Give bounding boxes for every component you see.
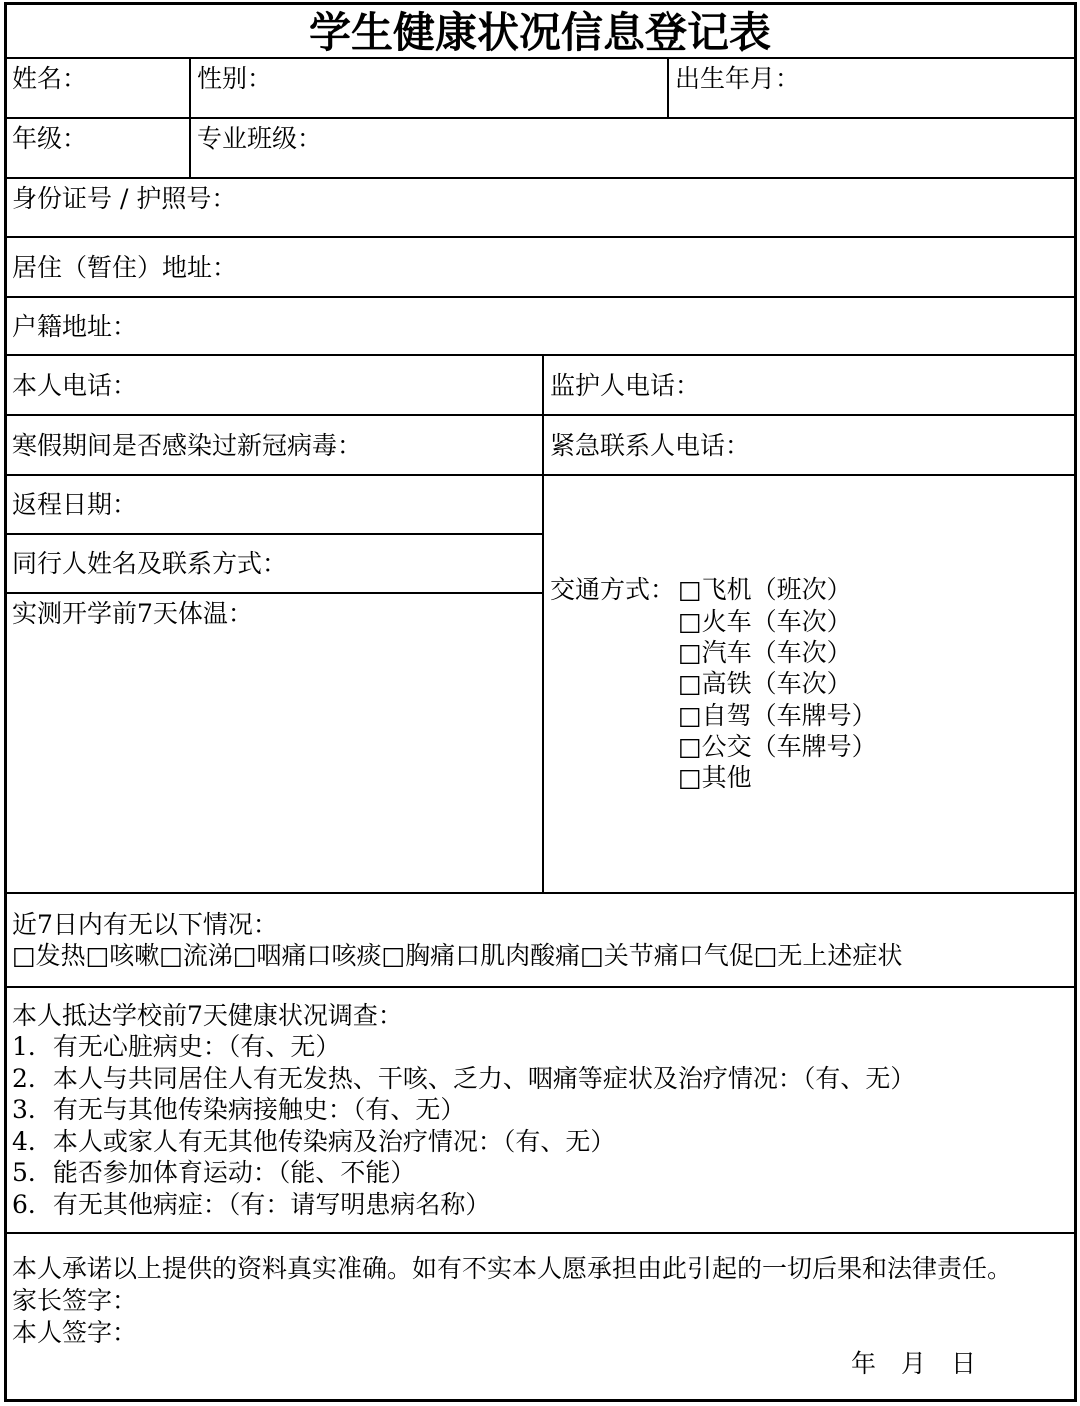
self-signature-label: 本人签字： xyxy=(12,1317,138,1347)
residence-address-label: 居住（暂住）地址： xyxy=(12,252,238,282)
pledge-cell xyxy=(5,1233,1075,1400)
grade-cell xyxy=(5,118,190,178)
transport-options xyxy=(678,574,877,793)
transport-option-public-transit: □公交（车牌号） xyxy=(678,731,877,761)
survey-item: 2．本人与共同居住人有无发热、干咳、乏力、咽痛等症状及治疗情况：（有、无） xyxy=(12,1063,916,1093)
survey-item: 3．有无与其他传染病接触史：（有、无） xyxy=(12,1095,466,1125)
title-cell xyxy=(5,3,1075,58)
birth-date-label: 出生年月： xyxy=(675,64,801,93)
major-class-label: 专业班级： xyxy=(197,124,323,153)
residence-address-cell xyxy=(5,237,1075,297)
signature-date: 年 月 日 xyxy=(850,1349,976,1379)
emergency-contact-label: 紧急联系人电话： xyxy=(550,430,751,460)
gender-label: 性别： xyxy=(197,64,273,93)
survey-item: 4．本人或家人有无其他传染病及治疗情况：（有、无） xyxy=(12,1126,616,1156)
major-class-cell xyxy=(190,118,1075,178)
transport-option-high-speed-rail: □高铁（车次） xyxy=(678,669,852,699)
guardian-phone-cell xyxy=(543,355,1075,415)
name-label: 姓名： xyxy=(12,64,88,93)
transport-cell xyxy=(543,475,1075,893)
transport-option-bus: □汽车（车次） xyxy=(678,638,852,668)
registered-address-cell xyxy=(5,297,1075,355)
temperature-label: 实测开学前7天体温： xyxy=(12,599,253,628)
pledge-statement: 本人承诺以上提供的资料真实准确。如有不实本人愿承担由此引起的一切后果和法律责任。 xyxy=(12,1254,1013,1284)
companions-label: 同行人姓名及联系方式： xyxy=(12,549,288,578)
form-title: 学生健康状况信息登记表 xyxy=(308,7,771,57)
symptoms-options: □发热□咳嗽□流涕□咽痛口咳痰□胸痛口肌肉酸痛□关节痛口气促□无上述症状 xyxy=(12,941,903,970)
survey-item: 6．有无其他病症：（有：请写明患病名称） xyxy=(12,1189,491,1219)
registered-address-label: 户籍地址： xyxy=(12,311,138,341)
covid-infection-cell xyxy=(5,415,543,475)
covid-infection-label: 寒假期间是否感染过新冠病毒： xyxy=(12,430,363,460)
health-survey-cell xyxy=(5,987,1075,1233)
transport-option-plane: □飞机（班次） xyxy=(678,575,852,605)
transport-option-self-drive: □自驾（车牌号） xyxy=(678,700,877,730)
transport-option-train: □火车（车次） xyxy=(678,606,852,636)
own-phone-cell xyxy=(5,355,543,415)
name-cell xyxy=(5,58,190,118)
birth-date-cell xyxy=(668,58,1075,118)
companions-cell xyxy=(5,534,543,593)
survey-item: 1．有无心脏病史：（有、无） xyxy=(12,1032,341,1062)
health-survey-heading: 本人抵达学校前7天健康状况调查： xyxy=(12,1000,403,1030)
survey-item: 5．能否参加体育运动：（能、不能） xyxy=(12,1158,416,1188)
gender-cell xyxy=(190,58,668,118)
guardian-phone-label: 监护人电话： xyxy=(550,370,701,400)
symptoms-cell xyxy=(5,893,1075,987)
grade-label: 年级： xyxy=(12,124,88,153)
transport-option-other: □其他 xyxy=(678,763,752,793)
emergency-contact-cell xyxy=(543,415,1075,475)
return-date-label: 返程日期： xyxy=(12,490,138,519)
transport-label: 交通方式： xyxy=(550,575,676,605)
id-passport-label: 身份证号 / 护照号： xyxy=(12,184,237,213)
return-date-cell xyxy=(5,475,543,534)
temperature-cell xyxy=(5,593,543,893)
transport-group xyxy=(550,574,877,793)
id-passport-cell xyxy=(5,178,1075,237)
own-phone-label: 本人电话： xyxy=(12,370,138,400)
parent-signature-label: 家长签字： xyxy=(12,1285,138,1315)
symptoms-heading: 近7日内有无以下情况： xyxy=(12,910,278,939)
